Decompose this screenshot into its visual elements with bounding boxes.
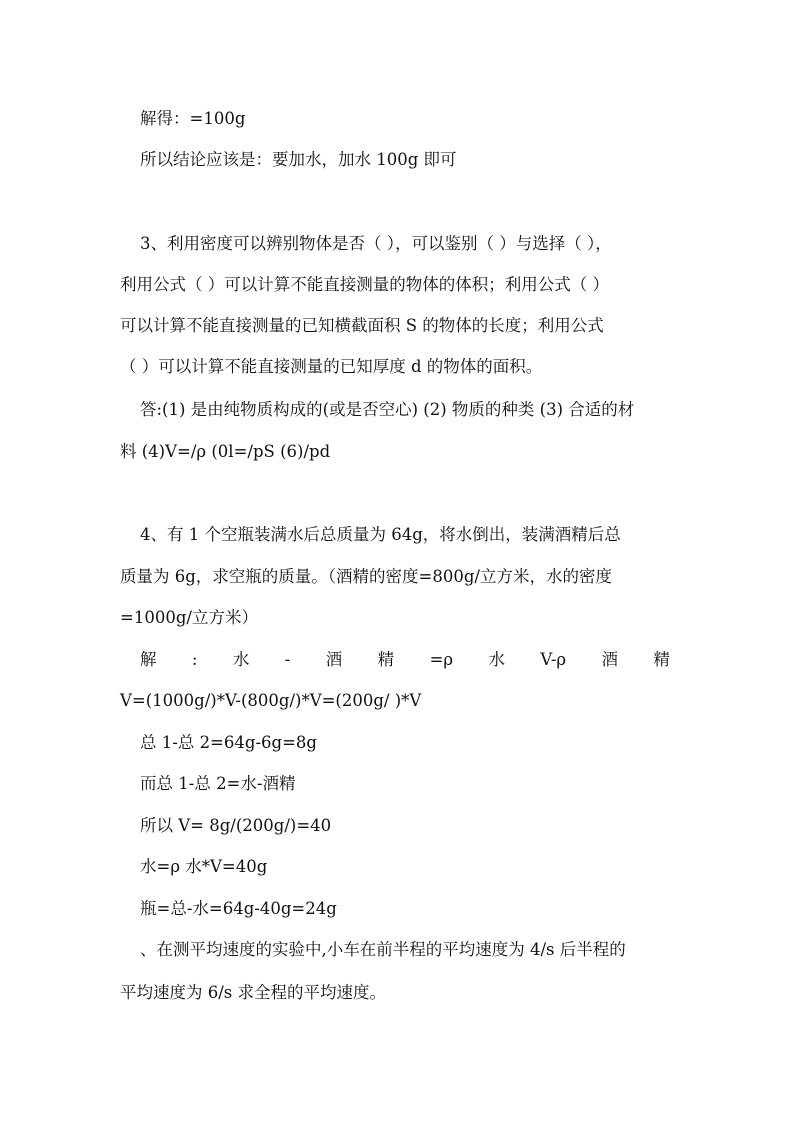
solution-4-line-1 [140,649,670,671]
solution-token: V-ρ [540,650,567,669]
solution-token: 水 [488,650,506,669]
question-3-line-2: 利用公式（ ）可以计算不能直接测量的物体的体积；利用公式（ ） [120,275,609,294]
question-4-line-2: 质量为 6g，求空瓶的质量。（酒精的密度=800g/立方米，水的密度 [120,567,612,586]
solution-token: 精 [653,650,670,669]
question-3-line-1: 3、利用密度可以辨别物体是否（ ），可以鉴别（ ）与选择（ ）， [140,234,612,253]
solution-result-line: 解得：=100g [140,109,246,128]
solution-token: 解 [140,650,157,669]
answer-3-line-1: 答:(1) 是由纯物质构成的(或是否空心) (2) 物质的种类 (3) 合适的材 [140,400,635,419]
question-5-line-1: 、在测平均速度的实验中,小车在前半程的平均速度为 4/s 后半程的 [140,940,626,959]
question-4-line-3: =1000g/立方米） [120,608,258,627]
solution-token: 水 [232,650,250,669]
solution-4-line-6: 水=ρ 水*V=40g [140,857,268,876]
solution-4-line-3: 总 1-总 2=64g-6g=8g [140,733,317,752]
question-3-line-4: （ ）可以计算不能直接测量的已知厚度 d 的物体的面积。 [120,357,543,376]
solution-4-line-2: V=(1000g/)*V-(800g/)*V=(200g/ )*V [120,691,422,710]
solution-4-line-5: 所以 V= 8g/(200g/)=40 [140,816,332,835]
question-5-line-2: 平均速度为 6/s 求全程的平均速度。 [120,983,387,1002]
answer-3-line-2: 料 (4)V=/ρ (0l=/pS (6)/pd [120,442,331,461]
solution-token: 酒 [601,650,619,669]
solution-token: - [284,650,291,669]
solution-token: : [191,650,198,669]
solution-token: 酒 [325,650,343,669]
conclusion-line: 所以结论应该是：要加水，加水 100g 即可 [140,150,457,169]
solution-token: =ρ [429,650,454,669]
solution-token: 精 [377,650,395,669]
solution-4-line-7: 瓶=总-水=64g-40g=24g [140,899,337,918]
question-4-line-1: 4、有 1 个空瓶装满水后总质量为 64g，将水倒出，装满酒精后总 [140,525,621,544]
solution-4-line-4: 而总 1-总 2=水-酒精 [140,774,296,793]
question-3-line-3: 可以计算不能直接测量的已知横截面积 S 的物体的长度；利用公式 [120,316,604,335]
